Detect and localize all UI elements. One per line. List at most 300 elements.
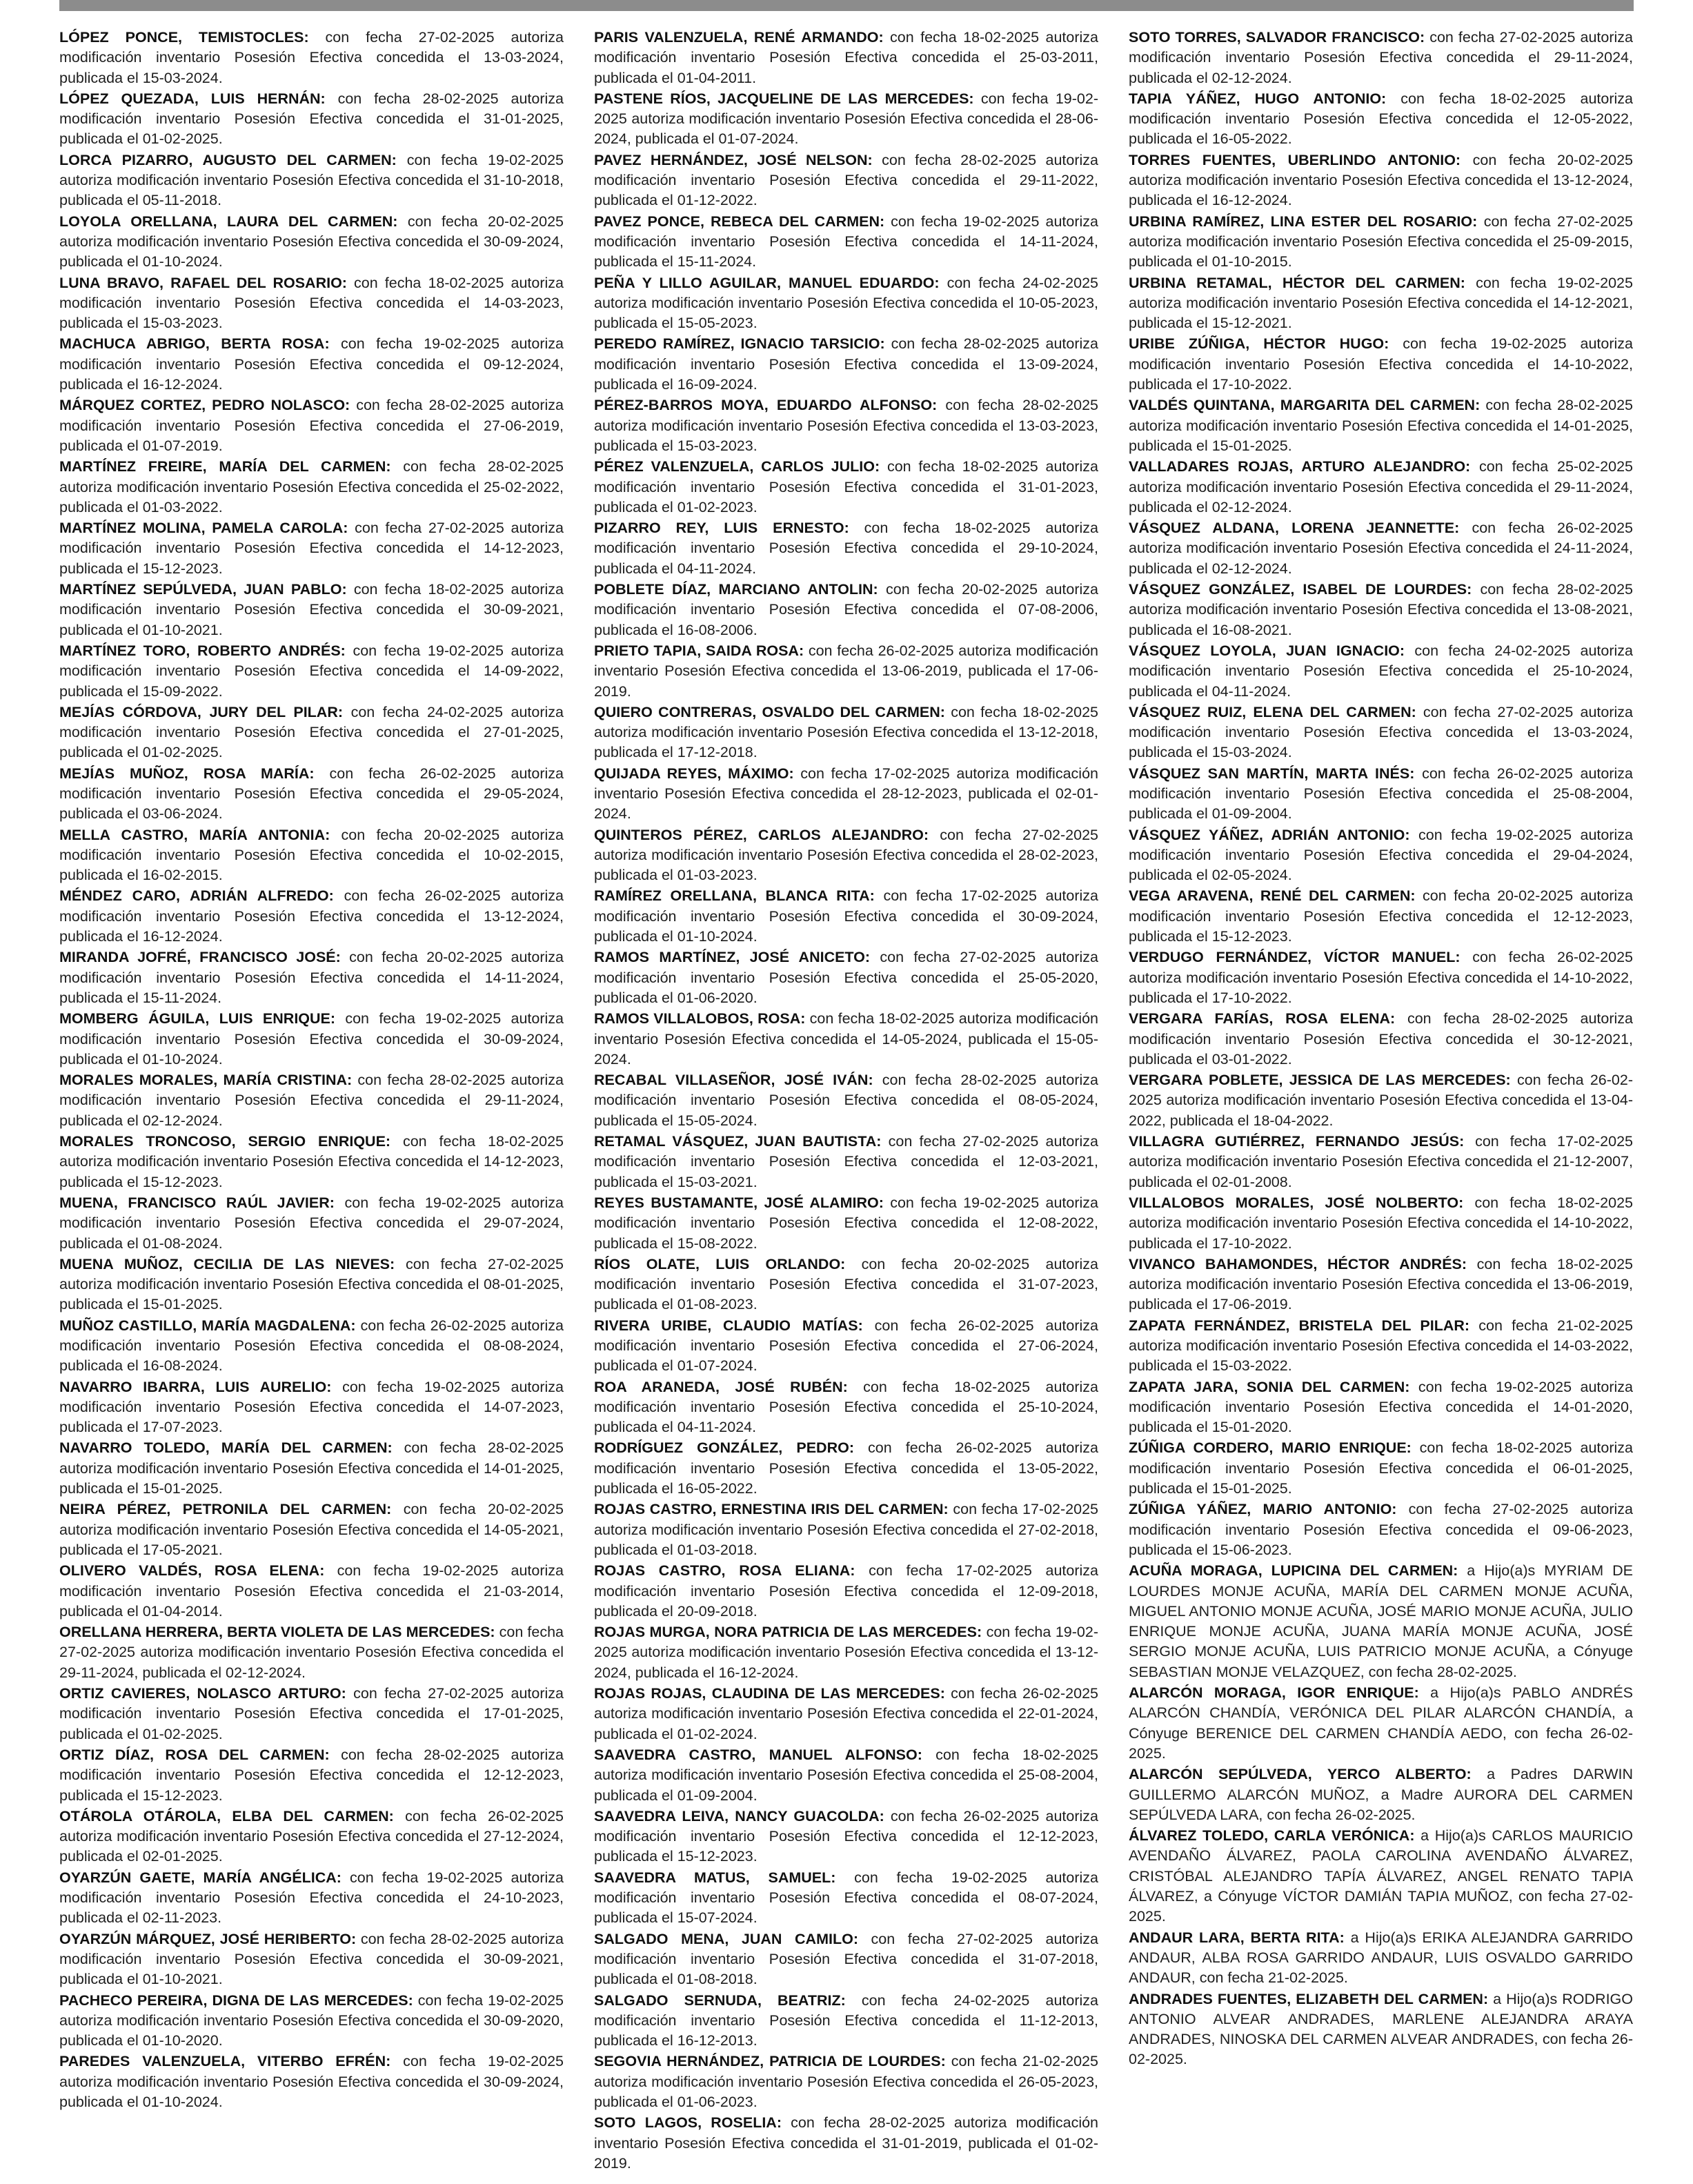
notice-entry (59, 947, 564, 1008)
notice-entry (59, 150, 564, 211)
notice-entry (594, 1255, 1098, 1315)
notice-text: con fecha 18-02-2025 autoriza modificación inventario Posesión Efectiva concedida el 13-06-2019, publicada el 17-06-2019. (1129, 1255, 1633, 1313)
notice-text: con fecha 24-02-2025 autoriza modificación inventario Posesión Efectiva concedida el 25-10-2024, publicada el 04-11-2024. (1129, 642, 1633, 700)
notice-entry (594, 1991, 1098, 2052)
notice-text: con fecha 18-02-2025 autoriza modificación inventario Posesión Efectiva concedida el 06-01-2025, publicada el 15-01-2025. (1129, 1439, 1633, 1497)
deceased-name: PÉREZ VALENZUELA, CARLOS JULIO: (594, 458, 880, 475)
notice-text: con fecha 18-02-2025 autoriza modificación inventario Posesión Efectiva concedida el 12-05-2022, publicada el 16-05-2022. (1129, 90, 1633, 148)
notice-text: con fecha 20-02-2025 autoriza modificación inventario Posesión Efectiva concedida el 14-05-2021, publicada el 17-05-2021. (59, 1501, 564, 1558)
notice-entry (1129, 947, 1633, 1008)
notice-text: con fecha 26-02-2025 autoriza modificación inventario Posesión Efectiva concedida el 24-11-2024, publicada el 02-12-2024. (1129, 520, 1633, 577)
deceased-name: SEGOVIA HERNÁNDEZ, PATRICIA DE LOURDES: (594, 2053, 946, 2070)
deceased-name: ROA ARANEDA, JOSÉ RUBÉN: (594, 1378, 848, 1395)
notice-text: con fecha 19-02-2025 autoriza modificación inventario Posesión Efectiva concedida el 29-07-2024, publicada el 01-08-2024. (59, 1194, 564, 1252)
notice-text: con fecha 26-02-2025 autoriza modificación inventario Posesión Efectiva concedida el 25-08-2004, publicada el 01-09-2004. (1129, 765, 1633, 823)
notice-entry (59, 825, 564, 886)
deceased-name: PRIETO TAPIA, SAIDA ROSA: (594, 642, 804, 659)
notice-entry (594, 1561, 1098, 1622)
notice-text: con fecha 18-02-2025 autoriza modificación inventario Posesión Efectiva concedida el 14-05-2024, publicada el 15-05-2024. (594, 1010, 1098, 1068)
deceased-name: MEJÍAS CÓRDOVA, JURY DEL PILAR: (59, 703, 344, 720)
notice-entry (59, 886, 564, 947)
notice-text: con fecha 26-02-2025 autoriza modificación inventario Posesión Efectiva concedida el 12-12-2023, publicada el 15-12-2023. (594, 1807, 1098, 1865)
deceased-name: VÁSQUEZ YÁÑEZ, ADRIÁN ANTONIO: (1129, 826, 1410, 843)
notice-entry (59, 1745, 564, 1806)
deceased-name: QUINTEROS PÉREZ, CARLOS ALEJANDRO: (594, 826, 929, 843)
deceased-name: POBLETE DÍAZ, MARCIANO ANTOLIN: (594, 581, 878, 598)
deceased-name: URBINA RETAMAL, HÉCTOR DEL CARMEN: (1129, 274, 1465, 291)
notice-text: con fecha 28-02-2025 autoriza modificación inventario Posesión Efectiva concedida el 29-11-2024, publicada el 02-12-2024. (59, 1072, 564, 1129)
notice-entry (1129, 334, 1633, 395)
notice-entry (59, 457, 564, 518)
deceased-name: MELLA CASTRO, MARÍA ANTONIA: (59, 826, 330, 843)
notice-text: con fecha 28-02-2025 autoriza modificación inventario Posesión Efectiva concedida el 13-09-2024, publicada el 16-09-2024. (594, 335, 1098, 393)
top-rule (59, 0, 1634, 11)
notice-entry (594, 395, 1098, 456)
notice-text: con fecha 28-02-2025 autoriza modificación inventario Posesión Efectiva concedida el 08-05-2024, publicada el 15-05-2024. (594, 1072, 1098, 1129)
notice-text: con fecha 27-02-2025 autoriza modificación inventario Posesión Efectiva concedida el 09-06-2023, publicada el 15-06-2023. (1129, 1501, 1633, 1558)
notice-entry (594, 1684, 1098, 1744)
notice-entry (59, 1255, 564, 1315)
notice-entry (1129, 1255, 1633, 1315)
notice-entry (59, 1807, 564, 1867)
deceased-name: ANDRADES FUENTES, ELIZABETH DEL CARMEN: (1129, 1990, 1489, 2007)
deceased-name: LORCA PIZARRO, AUGUSTO DEL CARMEN: (59, 151, 397, 168)
notice-text: a Hijo(a)s ERIKA ALEJANDRA GARRIDO ANDAUR, ALBA ROSA GARRIDO ANDAUR, LUIS OSVALDO GARRIDO ANDAUR, con fecha 21-02-2025. (1129, 1929, 1633, 1987)
notice-entry (1129, 641, 1633, 702)
notice-text: con fecha 28-02-2025 autoriza modificación inventario Posesión Efectiva concedida el 31-01-2019, publicada el 01-02-2019. (594, 2114, 1098, 2172)
deceased-name: MARTÍNEZ MOLINA, PAMELA CAROLA: (59, 520, 348, 537)
notice-text: con fecha 27-02-2025 autoriza modificación inventario Posesión Efectiva concedida el 28-02-2023, publicada el 01-03-2023. (594, 826, 1098, 884)
notice-entry (59, 1438, 564, 1499)
notice-text: a Hijo(a)s PABLO ANDRÉS ALARCÓN CHANDÍA, VERÓNICA DEL PILAR ALARCÓN CHANDÍA, a Cónyuge BERENICE DEL CARMEN CHANDÍA AEDO, con fecha 26-02-2025. (1129, 1684, 1633, 1762)
deceased-name: MUENA, FRANCISCO RAÚL JAVIER: (59, 1194, 335, 1211)
notice-text: con fecha 19-02-2025 autoriza modificación inventario Posesión Efectiva concedida el 12-08-2022, publicada el 15-08-2022. (594, 1194, 1098, 1252)
deceased-name: OYARZÚN MÁRQUEZ, JOSÉ HERIBERTO: (59, 1930, 357, 1947)
notice-text: con fecha 19-02-2025 autoriza modificación inventario Posesión Efectiva concedida el 09-12-2024, publicada el 16-12-2024. (59, 335, 564, 393)
deceased-name: ROJAS MURGA, NORA PATRICIA DE LAS MERCEDES: (594, 1624, 982, 1641)
notice-entry (1129, 89, 1633, 150)
notice-text: con fecha 27-02-2025 autoriza modificación inventario Posesión Efectiva concedida el 13-03-2024, publicada el 15-03-2024. (1129, 703, 1633, 761)
notice-text: con fecha 28-02-2025 autoriza modificación inventario Posesión Efectiva concedida el 29-11-2022, publicada el 01-12-2022. (594, 151, 1098, 209)
notice-text: con fecha 26-02-2025 autoriza modificación inventario Posesión Efectiva concedida el 13-12-2024, publicada el 16-12-2024. (59, 887, 564, 945)
notice-entry (594, 1316, 1098, 1377)
notice-entry (59, 1929, 564, 1990)
deceased-name: ZÚÑIGA CORDERO, MARIO ENRIQUE: (1129, 1439, 1412, 1457)
notice-entry (594, 825, 1098, 886)
notice-text: con fecha 20-02-2025 autoriza modificación inventario Posesión Efectiva concedida el 31-07-2023, publicada el 01-08-2023. (594, 1255, 1098, 1313)
deceased-name: SALGADO SERNUDA, BEATRIZ: (594, 1991, 846, 2009)
notice-entry (59, 580, 564, 640)
deceased-name: PAVEZ HERNÁNDEZ, JOSÉ NELSON: (594, 151, 873, 168)
deceased-name: PIZARRO REY, LUIS ERNESTO: (594, 520, 849, 537)
deceased-name: RETAMAL VÁSQUEZ, JUAN BAUTISTA: (594, 1133, 882, 1150)
deceased-name: ROJAS ROJAS, CLAUDINA DE LAS MERCEDES: (594, 1685, 945, 1702)
deceased-name: SAAVEDRA CASTRO, MANUEL ALFONSO: (594, 1746, 922, 1763)
notice-entry (594, 1929, 1098, 1990)
notice-entry (59, 334, 564, 395)
deceased-name: ANDAUR LARA, BERTA RITA: (1129, 1929, 1345, 1946)
notice-text: con fecha 19-02-2025 autoriza modificación inventario Posesión Efectiva concedida el 30-09-2020, publicada el 01-10-2020. (59, 1991, 564, 2049)
notice-text: a Hijo(a)s CARLOS MAURICIO AVENDAÑO ÁLVAREZ, PAOLA CAROLINA AVENDAÑO ÁLVAREZ, CRISTÓBAL ALEJANDRO TAPÍA ÁLVAREZ, ANGEL RENATO TAPIA ÁLVAREZ, a Cónyuge VÍCTOR DAMIÁN TAPIA MUÑOZ, con fecha 27-02-2025. (1129, 1827, 1633, 1925)
notice-entry (59, 1193, 564, 1254)
deceased-name: LOYOLA ORELLANA, LAURA DEL CARMEN: (59, 213, 398, 230)
notice-entry (59, 1499, 564, 1560)
notice-text: con fecha 19-02-2025 autoriza modificación inventario Posesión Efectiva concedida el 14-11-2024, publicada el 15-11-2024. (594, 213, 1098, 270)
notice-entry (1129, 1377, 1633, 1438)
deceased-name: ZAPATA FERNÁNDEZ, BRISTELA DEL PILAR: (1129, 1317, 1470, 1334)
deceased-name: MARTÍNEZ TORO, ROBERTO ANDRÉS: (59, 642, 346, 659)
notice-text: con fecha 26-02-2025 autoriza modificación inventario Posesión Efectiva concedida el 13-04-2022, publicada el 18-04-2022. (1129, 1072, 1633, 1129)
notice-entry (59, 1070, 564, 1131)
deceased-name: VERGARA POBLETE, JESSICA DE LAS MERCEDES: (1129, 1072, 1511, 1089)
column-right (1129, 28, 1633, 2174)
notice-entry (594, 28, 1098, 88)
deceased-name: SAAVEDRA MATUS, SAMUEL: (594, 1869, 836, 1886)
notice-text: con fecha 19-02-2025 autoriza modificación inventario Posesión Efectiva concedida el 31-10-2018, publicada el 05-11-2018. (59, 151, 564, 209)
notice-text: con fecha 20-02-2025 autoriza modificación inventario Posesión Efectiva concedida el 12-12-2023, publicada el 15-12-2023. (1129, 887, 1633, 945)
deceased-name: MEJÍAS MUÑOZ, ROSA MARÍA: (59, 765, 315, 782)
notice-text: con fecha 18-02-2025 autoriza modificación inventario Posesión Efectiva concedida el 14-03-2023, publicada el 15-03-2023. (59, 274, 564, 332)
notice-text: con fecha 26-02-2025 autoriza modificación inventario Posesión Efectiva concedida el 13-05-2022, publicada el 16-05-2022. (594, 1439, 1098, 1497)
notice-entry (594, 1745, 1098, 1806)
notice-text: con fecha 27-02-2025 autoriza modificación inventario Posesión Efectiva concedida el 29-11-2024, publicada el 02-12-2024. (59, 1624, 564, 1681)
notice-text: con fecha 17-02-2025 autoriza modificación inventario Posesión Efectiva concedida el 21-12-2007, publicada el 02-01-2008. (1129, 1133, 1633, 1190)
deceased-name: VALLADARES ROJAS, ARTURO ALEJANDRO: (1129, 458, 1471, 475)
deceased-name: PAVEZ PONCE, REBECA DEL CARMEN: (594, 213, 885, 230)
notice-entry (59, 1684, 564, 1744)
deceased-name: ZÚÑIGA YÁÑEZ, MARIO ANTONIO: (1129, 1501, 1397, 1518)
notice-entry (1129, 1928, 1633, 1989)
deceased-name: VÁSQUEZ ALDANA, LORENA JEANNETTE: (1129, 520, 1460, 537)
notice-text: con fecha 26-02-2025 autoriza modificación inventario Posesión Efectiva concedida el 08-08-2024, publicada el 16-08-2024. (59, 1317, 564, 1375)
deceased-name: PACHECO PEREIRA, DIGNA DE LAS MERCEDES: (59, 1991, 413, 2009)
notice-text: con fecha 17-02-2025 autoriza modificación inventario Posesión Efectiva concedida el 30-09-2024, publicada el 01-10-2024. (594, 887, 1098, 945)
notice-text: con fecha 19-02-2025 autoriza modificación inventario Posesión Efectiva concedida el 29-04-2024, publicada el 02-05-2024. (1129, 826, 1633, 884)
notice-entry (59, 1622, 564, 1683)
deceased-name: OYARZÚN GAETE, MARÍA ANGÉLICA: (59, 1869, 341, 1886)
notice-entry (59, 702, 564, 763)
deceased-name: SOTO LAGOS, ROSELIA: (594, 2114, 782, 2132)
notice-entry (59, 28, 564, 88)
notice-entry (1129, 273, 1633, 334)
deceased-name: RAMÍREZ ORELLANA, BLANCA RITA: (594, 887, 875, 905)
notice-entry (59, 1132, 564, 1192)
deceased-name: VÁSQUEZ SAN MARTÍN, MARTA INÉS: (1129, 765, 1415, 782)
deceased-name: NAVARRO TOLEDO, MARÍA DEL CARMEN: (59, 1439, 393, 1457)
notice-entry (594, 1132, 1098, 1192)
deceased-name: ALARCÓN MORAGA, IGOR ENRIQUE: (1129, 1684, 1419, 1702)
notice-text: con fecha 26-02-2025 autoriza modificación inventario Posesión Efectiva concedida el 13-06-2019, publicada el 17-06-2019. (594, 642, 1098, 700)
notice-text: con fecha 26-02-2025 autoriza modificación inventario Posesión Efectiva concedida el 27-06-2024, publicada el 01-07-2024. (594, 1317, 1098, 1375)
notice-entry (594, 334, 1098, 395)
notice-entry (594, 947, 1098, 1008)
deceased-name: SALGADO MENA, JUAN CAMILO: (594, 1930, 858, 1947)
notice-text: con fecha 24-02-2025 autoriza modificación inventario Posesión Efectiva concedida el 27-01-2025, publicada el 01-02-2025. (59, 703, 564, 761)
deceased-name: MÁRQUEZ CORTEZ, PEDRO NOLASCO: (59, 397, 350, 414)
deceased-name: LÓPEZ QUEZADA, LUIS HERNÁN: (59, 90, 326, 107)
notice-entry (594, 1193, 1098, 1254)
deceased-name: ORELLANA HERRERA, BERTA VIOLETA DE LAS MERCEDES: (59, 1624, 495, 1641)
notice-entry (59, 641, 564, 702)
deceased-name: MARTÍNEZ SEPÚLVEDA, JUAN PABLO: (59, 581, 347, 598)
column-middle (594, 28, 1098, 2174)
notice-text: con fecha 27-02-2025 autoriza modificación inventario Posesión Efectiva concedida el 13-03-2024, publicada el 15-03-2024. (59, 29, 564, 86)
notice-text: con fecha 19-02-2025 autoriza modificación inventario Posesión Efectiva concedida el 14-09-2022, publicada el 15-09-2022. (59, 642, 564, 700)
notice-text: con fecha 20-02-2025 autoriza modificación inventario Posesión Efectiva concedida el 13-12-2024, publicada el 16-12-2024. (1129, 151, 1633, 209)
notice-columns (59, 28, 1634, 2174)
notice-text: con fecha 26-02-2025 autoriza modificación inventario Posesión Efectiva concedida el 14-10-2022, publicada el 17-10-2022. (1129, 949, 1633, 1006)
notice-text: con fecha 27-02-2025 autoriza modificación inventario Posesión Efectiva concedida el 17-01-2025, publicada el 01-02-2025. (59, 1685, 564, 1742)
deceased-name: ZAPATA JARA, SONIA DEL CARMEN: (1129, 1378, 1410, 1395)
deceased-name: VALDÉS QUINTANA, MARGARITA DEL CARMEN: (1129, 397, 1481, 414)
notice-text: con fecha 28-02-2025 autoriza modificación inventario Posesión Efectiva concedida el 27-06-2019, publicada el 01-07-2019. (59, 397, 564, 454)
notice-text: con fecha 20-02-2025 autoriza modificación inventario Posesión Efectiva concedida el 30-09-2024, publicada el 01-10-2024. (59, 213, 564, 270)
notice-entry (1129, 518, 1633, 579)
notice-text: con fecha 19-02-2025 autoriza modificación inventario Posesión Efectiva concedida el 08-07-2024, publicada el 15-07-2024. (594, 1869, 1098, 1927)
notice-entry (59, 2052, 564, 2112)
notice-entry (1129, 886, 1633, 947)
notice-text: con fecha 26-02-2025 autoriza modificación inventario Posesión Efectiva concedida el 27-12-2024, publicada el 02-01-2025. (59, 1807, 564, 1865)
deceased-name: SOTO TORRES, SALVADOR FRANCISCO: (1129, 29, 1425, 46)
deceased-name: VERDUGO FERNÁNDEZ, VÍCTOR MANUEL: (1129, 949, 1461, 966)
deceased-name: URIBE ZÚÑIGA, HÉCTOR HUGO: (1129, 335, 1389, 353)
notice-entry (1129, 457, 1633, 518)
notice-text: con fecha 18-02-2025 autoriza modificación inventario Posesión Efectiva concedida el 25-08-2004, publicada el 01-09-2004. (594, 1746, 1098, 1804)
deceased-name: ROJAS CASTRO, ROSA ELIANA: (594, 1562, 855, 1580)
deceased-name: ALARCÓN SEPÚLVEDA, YERCO ALBERTO: (1129, 1766, 1472, 1783)
notice-entry (1129, 764, 1633, 825)
deceased-name: VIVANCO BAHAMONDES, HÉCTOR ANDRÉS: (1129, 1255, 1467, 1272)
notice-text: con fecha 19-02-2025 autoriza modificación inventario Posesión Efectiva concedida el 24-10-2023, publicada el 02-11-2023. (59, 1869, 564, 1927)
notice-text: con fecha 19-02-2025 autoriza modificación inventario Posesión Efectiva concedida el 14-10-2022, publicada el 17-10-2022. (1129, 335, 1633, 393)
deceased-name: QUIJADA REYES, MÁXIMO: (594, 765, 794, 782)
notice-entry (1129, 580, 1633, 640)
notice-text: con fecha 28-02-2025 autoriza modificación inventario Posesión Efectiva concedida el 31-01-2025, publicada el 01-02-2025. (59, 90, 564, 148)
deceased-name: NEIRA PÉREZ, PETRONILA DEL CARMEN: (59, 1501, 392, 1518)
deceased-name: ACUÑA MORAGA, LUPICINA DEL CARMEN: (1129, 1562, 1458, 1580)
notice-text: con fecha 19-02-2025 autoriza modificación inventario Posesión Efectiva concedida el 30-09-2024, publicada el 01-10-2024. (59, 1010, 564, 1068)
notice-entry (59, 273, 564, 334)
notice-text: a Hijo(a)s MYRIAM DE LOURDES MONJE ACUÑA, MARÍA DEL CARMEN MONJE ACUÑA, MIGUEL ANTONIO MONJE ACUÑA, JOSÉ MARIO MONJE ACUÑA, JULIO ENRIQUE MONJE ACUÑA, JUANA MARÍA MONJE ACUÑA, JOSÉ SERGIO MONJE ACUÑA, LUIS PATRICIO MONJE ACUÑA, a Cónyuge SEBASTIAN MONJE VELAZQUEZ, con fecha 28-02-2025. (1129, 1562, 1633, 1680)
notice-entry (1129, 1989, 1633, 2070)
notice-text: con fecha 18-02-2025 autoriza modificación inventario Posesión Efectiva concedida el 13-12-2018, publicada el 17-12-2018. (594, 703, 1098, 761)
notice-text: con fecha 18-02-2025 autoriza modificación inventario Posesión Efectiva concedida el 31-01-2023, publicada el 01-02-2023. (594, 458, 1098, 515)
notice-text: con fecha 18-02-2025 autoriza modificación inventario Posesión Efectiva concedida el 14-12-2023, publicada el 15-12-2023. (59, 1133, 564, 1190)
deceased-name: VÁSQUEZ RUIZ, ELENA DEL CARMEN: (1129, 703, 1416, 720)
notice-entry (1129, 1193, 1633, 1254)
notice-text: con fecha 27-02-2025 autoriza modificación inventario Posesión Efectiva concedida el 14-12-2023, publicada el 15-12-2023. (59, 520, 564, 577)
deceased-name: MARTÍNEZ FREIRE, MARÍA DEL CARMEN: (59, 458, 391, 475)
deceased-name: LÓPEZ PONCE, TEMISTOCLES: (59, 29, 309, 46)
notice-text: con fecha 18-02-2025 autoriza modificación inventario Posesión Efectiva concedida el 14-10-2022, publicada el 17-10-2022. (1129, 1194, 1633, 1252)
deceased-name: RECABAL VILLASEÑOR, JOSÉ IVÁN: (594, 1072, 873, 1089)
notice-entry (1129, 395, 1633, 456)
notice-text: con fecha 18-02-2025 autoriza modificación inventario Posesión Efectiva concedida el 25-03-2011, publicada el 01-04-2011. (594, 29, 1098, 86)
notice-text: con fecha 17-02-2025 autoriza modificación inventario Posesión Efectiva concedida el 27-02-2018, publicada el 01-03-2018. (594, 1501, 1098, 1558)
deceased-name: TAPIA YÁÑEZ, HUGO ANTONIO: (1129, 90, 1387, 107)
column-left (59, 28, 564, 2174)
notice-text: con fecha 28-02-2025 autoriza modificación inventario Posesión Efectiva concedida el 30-09-2021, publicada el 01-10-2021. (59, 1930, 564, 1988)
deceased-name: LUNA BRAVO, RAFAEL DEL ROSARIO: (59, 274, 347, 291)
notice-text: con fecha 27-02-2025 autoriza modificación inventario Posesión Efectiva concedida el 31-07-2018, publicada el 01-08-2018. (594, 1930, 1098, 1988)
deceased-name: MORALES TRONCOSO, SERGIO ENRIQUE: (59, 1133, 391, 1150)
notice-entry (594, 1009, 1098, 1070)
notice-text: con fecha 19-02-2025 autoriza modificación inventario Posesión Efectiva concedida el 14-07-2023, publicada el 17-07-2023. (59, 1378, 564, 1436)
notice-entry (594, 89, 1098, 150)
notice-text: con fecha 21-02-2025 autoriza modificación inventario Posesión Efectiva concedida el 14-03-2022, publicada el 15-03-2022. (1129, 1317, 1633, 1375)
deceased-name: PASTENE RÍOS, JACQUELINE DE LAS MERCEDES: (594, 90, 974, 107)
deceased-name: VILLALOBOS MORALES, JOSÉ NOLBERTO: (1129, 1194, 1464, 1211)
deceased-name: OTÁROLA OTÁROLA, ELBA DEL CARMEN: (59, 1807, 394, 1824)
notice-entry (1129, 1070, 1633, 1131)
notice-text: con fecha 20-02-2025 autoriza modificación inventario Posesión Efectiva concedida el 14-11-2024, publicada el 15-11-2024. (59, 949, 564, 1006)
notice-entry (1129, 28, 1633, 88)
notice-entry (594, 457, 1098, 518)
notice-entry (594, 764, 1098, 825)
notice-text: con fecha 20-02-2025 autoriza modificación inventario Posesión Efectiva concedida el 07-08-2006, publicada el 16-08-2006. (594, 581, 1098, 638)
notice-entry (59, 1009, 564, 1070)
notice-entry (594, 1438, 1098, 1499)
notice-text: con fecha 26-02-2025 autoriza modificación inventario Posesión Efectiva concedida el 29-05-2024, publicada el 03-06-2024. (59, 765, 564, 823)
deceased-name: ÁLVAREZ TOLEDO, CARLA VERÓNICA: (1129, 1827, 1415, 1844)
notice-text: con fecha 19-02-2025 autoriza modificación inventario Posesión Efectiva concedida el 28-06-2024, publicada el 01-07-2024. (594, 90, 1098, 148)
notice-entry (1129, 1316, 1633, 1377)
notice-entry (1129, 1132, 1633, 1192)
deceased-name: VERGARA FARÍAS, ROSA ELENA: (1129, 1010, 1396, 1027)
notice-entry (59, 1561, 564, 1622)
notice-entry (594, 1070, 1098, 1131)
notice-text: con fecha 18-02-2025 autoriza modificación inventario Posesión Efectiva concedida el 25-10-2024, publicada el 04-11-2024. (594, 1378, 1098, 1436)
notice-text: con fecha 19-02-2025 autoriza modificación inventario Posesión Efectiva concedida el 13-12-2024, publicada el 16-12-2024. (594, 1624, 1098, 1681)
notice-text: con fecha 19-02-2025 autoriza modificación inventario Posesión Efectiva concedida el 14-12-2021, publicada el 15-12-2021. (1129, 274, 1633, 332)
deceased-name: REYES BUSTAMANTE, JOSÉ ALAMIRO: (594, 1194, 884, 1211)
notice-entry (594, 641, 1098, 702)
notice-text: con fecha 28-02-2025 autoriza modificación inventario Posesión Efectiva concedida el 14-01-2025, publicada el 15-01-2025. (1129, 397, 1633, 454)
notice-entry (1129, 702, 1633, 763)
deceased-name: MACHUCA ABRIGO, BERTA ROSA: (59, 335, 330, 353)
deceased-name: MUÑOZ CASTILLO, MARÍA MAGDALENA: (59, 1317, 356, 1334)
notice-text: con fecha 17-02-2025 autoriza modificación inventario Posesión Efectiva concedida el 28-12-2023, publicada el 02-01-2024. (594, 765, 1098, 823)
notice-text: con fecha 24-02-2025 autoriza modificación inventario Posesión Efectiva concedida el 11-12-2013, publicada el 16-12-2013. (594, 1991, 1098, 2049)
notice-text: con fecha 18-02-2025 autoriza modificación inventario Posesión Efectiva concedida el 29-10-2024, publicada el 04-11-2024. (594, 520, 1098, 577)
notice-entry (59, 764, 564, 825)
deceased-name: ORTIZ CAVIERES, NOLASCO ARTURO: (59, 1685, 346, 1702)
deceased-name: MORALES MORALES, MARÍA CRISTINA: (59, 1072, 353, 1089)
deceased-name: QUIERO CONTRERAS, OSVALDO DEL CARMEN: (594, 703, 945, 720)
deceased-name: MOMBERG ÁGUILA, LUIS ENRIQUE: (59, 1010, 336, 1027)
notice-entry (59, 1316, 564, 1377)
notice-entry (594, 2113, 1098, 2174)
deceased-name: VILLAGRA GUTIÉRREZ, FERNANDO JESÚS: (1129, 1133, 1465, 1150)
notice-entry (1129, 1764, 1633, 1825)
notice-entry (594, 2052, 1098, 2112)
deceased-name: MUENA MUÑOZ, CECILIA DE LAS NIEVES: (59, 1255, 395, 1272)
notice-entry (59, 212, 564, 273)
notice-entry (1129, 1438, 1633, 1499)
notice-entry (594, 1868, 1098, 1929)
notice-entry (1129, 1561, 1633, 1682)
deceased-name: MÉNDEZ CARO, ADRIÁN ALFREDO: (59, 887, 334, 905)
notice-text: con fecha 28-02-2025 autoriza modificación inventario Posesión Efectiva concedida el 14-01-2025, publicada el 15-01-2025. (59, 1439, 564, 1497)
notice-text: con fecha 28-02-2025 autoriza modificación inventario Posesión Efectiva concedida el 13-08-2021, publicada el 16-08-2021. (1129, 581, 1633, 638)
deceased-name: SAAVEDRA LEIVA, NANCY GUACOLDA: (594, 1807, 884, 1824)
notice-entry (594, 518, 1098, 579)
deceased-name: NAVARRO IBARRA, LUIS AURELIO: (59, 1378, 332, 1395)
notice-entry (594, 580, 1098, 640)
notice-text: con fecha 21-02-2025 autoriza modificación inventario Posesión Efectiva concedida el 26-05-2023, publicada el 01-06-2023. (594, 2053, 1098, 2110)
deceased-name: RAMOS MARTÍNEZ, JOSÉ ANICETO: (594, 949, 871, 966)
notice-entry (59, 1991, 564, 2052)
notice-text: con fecha 27-02-2025 autoriza modificación inventario Posesión Efectiva concedida el 12-03-2021, publicada el 15-03-2021. (594, 1133, 1098, 1190)
notice-text: con fecha 19-02-2025 autoriza modificación inventario Posesión Efectiva concedida el 14-01-2020, publicada el 15-01-2020. (1129, 1378, 1633, 1436)
deceased-name: VÁSQUEZ LOYOLA, JUAN IGNACIO: (1129, 642, 1405, 659)
deceased-name: TORRES FUENTES, UBERLINDO ANTONIO: (1129, 151, 1461, 168)
notice-text: con fecha 27-02-2025 autoriza modificación inventario Posesión Efectiva concedida el 08-01-2025, publicada el 15-01-2025. (59, 1255, 564, 1313)
deceased-name: PEREDO RAMÍREZ, IGNACIO TARSICIO: (594, 335, 885, 353)
deceased-name: PÉREZ-BARROS MOYA, EDUARDO ALFONSO: (594, 397, 938, 414)
notice-text: a Padres DARWIN GUILLERMO ALARCÓN MUÑOZ, a Madre AURORA DEL CARMEN SEPÚLVEDA LARA, con fecha 26-02-2025. (1129, 1766, 1633, 1823)
deceased-name: RIVERA URIBE, CLAUDIO MATÍAS: (594, 1317, 863, 1334)
notice-entry (59, 89, 564, 150)
notice-text: con fecha 24-02-2025 autoriza modificación inventario Posesión Efectiva concedida el 10-05-2023, publicada el 15-05-2023. (594, 274, 1098, 332)
notice-text: con fecha 27-02-2025 autoriza modificación inventario Posesión Efectiva concedida el 29-11-2024, publicada el 02-12-2024. (1129, 29, 1633, 86)
notice-text: con fecha 19-02-2025 autoriza modificación inventario Posesión Efectiva concedida el 21-03-2014, publicada el 01-04-2014. (59, 1562, 564, 1620)
notice-entry (594, 702, 1098, 763)
notice-text: con fecha 17-02-2025 autoriza modificación inventario Posesión Efectiva concedida el 12-09-2018, publicada el 20-09-2018. (594, 1562, 1098, 1620)
notice-text: con fecha 18-02-2025 autoriza modificación inventario Posesión Efectiva concedida el 30-09-2021, publicada el 01-10-2021. (59, 581, 564, 638)
deceased-name: MIRANDA JOFRÉ, FRANCISCO JOSÉ: (59, 949, 341, 966)
notice-text: con fecha 27-02-2025 autoriza modificación inventario Posesión Efectiva concedida el 25-05-2020, publicada el 01-06-2020. (594, 949, 1098, 1006)
notice-text: con fecha 20-02-2025 autoriza modificación inventario Posesión Efectiva concedida el 10-02-2015, publicada el 16-02-2015. (59, 826, 564, 884)
notice-entry (594, 1377, 1098, 1438)
notice-text: con fecha 19-02-2025 autoriza modificación inventario Posesión Efectiva concedida el 30-09-2024, publicada el 01-10-2024. (59, 2053, 564, 2110)
notice-text: con fecha 27-02-2025 autoriza modificación inventario Posesión Efectiva concedida el 25-09-2015, publicada el 01-10-2015. (1129, 213, 1633, 270)
deceased-name: VEGA ARAVENA, RENÉ DEL CARMEN: (1129, 887, 1416, 905)
notice-entry (1129, 150, 1633, 211)
notice-entry (594, 1807, 1098, 1867)
notice-entry (1129, 1826, 1633, 1927)
notice-entry (1129, 1009, 1633, 1070)
deceased-name: RODRÍGUEZ GONZÁLEZ, PEDRO: (594, 1439, 854, 1457)
notice-entry (1129, 1499, 1633, 1560)
notice-entry (594, 150, 1098, 211)
deceased-name: VÁSQUEZ GONZÁLEZ, ISABEL DE LOURDES: (1129, 581, 1472, 598)
notice-text: con fecha 28-02-2025 autoriza modificación inventario Posesión Efectiva concedida el 25-02-2022, publicada el 01-03-2022. (59, 458, 564, 515)
notice-entry (594, 212, 1098, 273)
notice-entry (594, 273, 1098, 334)
deceased-name: URBINA RAMÍREZ, LINA ESTER DEL ROSARIO: (1129, 213, 1478, 230)
notice-entry (59, 1377, 564, 1438)
notice-entry (1129, 825, 1633, 886)
notice-text: con fecha 28-02-2025 autoriza modificación inventario Posesión Efectiva concedida el 12-12-2023, publicada el 15-12-2023. (59, 1746, 564, 1804)
notice-text: con fecha 28-02-2025 autoriza modificación inventario Posesión Efectiva concedida el 30-12-2021, publicada el 03-01-2022. (1129, 1010, 1633, 1068)
notice-entry (594, 1622, 1098, 1683)
notice-text: a Hijo(a)s RODRIGO ANTONIO ALVEAR ANDRADES, MARLENE ALEJANDRA ARAYA ANDRADES, NINOSKA DEL CARMEN ALVEAR ANDRADES, con fecha 26-02-2025. (1129, 1990, 1633, 2068)
deceased-name: PARIS VALENZUELA, RENÉ ARMANDO: (594, 29, 884, 46)
deceased-name: ROJAS CASTRO, ERNESTINA IRIS DEL CARMEN: (594, 1501, 949, 1518)
deceased-name: ORTIZ DÍAZ, ROSA DEL CARMEN: (59, 1746, 330, 1763)
deceased-name: PAREDES VALENZUELA, VITERBO EFRÉN: (59, 2053, 391, 2070)
notice-entry (59, 395, 564, 456)
notice-entry (1129, 212, 1633, 273)
notice-entry (594, 1499, 1098, 1560)
notice-text: con fecha 28-02-2025 autoriza modificación inventario Posesión Efectiva concedida el 13-03-2023, publicada el 15-03-2023. (594, 397, 1098, 454)
notice-entry (59, 518, 564, 579)
deceased-name: RAMOS VILLALOBOS, ROSA: (594, 1010, 806, 1027)
notice-text: con fecha 25-02-2025 autoriza modificación inventario Posesión Efectiva concedida el 29-11-2024, publicada el 02-12-2024. (1129, 458, 1633, 515)
deceased-name: OLIVERO VALDÉS, ROSA ELENA: (59, 1562, 325, 1580)
deceased-name: RÍOS OLATE, LUIS ORLANDO: (594, 1255, 846, 1272)
